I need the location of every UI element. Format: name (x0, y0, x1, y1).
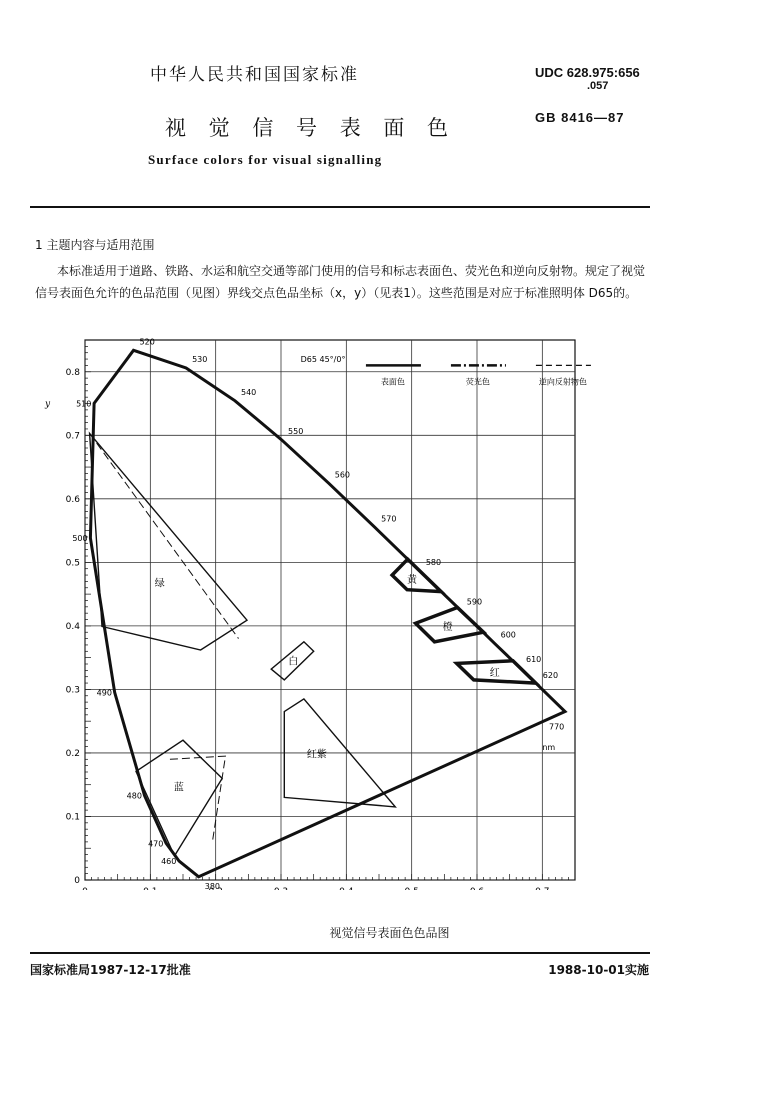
retroreflective-boundary (90, 433, 239, 638)
effective-date: 1988-10-01实施 (548, 963, 649, 977)
region-label: 红 (489, 667, 500, 679)
wavelength-label: 570 (381, 514, 397, 524)
legend-label: 荧光色 (465, 377, 490, 387)
wavelength-label: 580 (425, 557, 442, 567)
chromaticity-svg (40, 330, 600, 890)
wavelength-label: 550 (288, 427, 304, 437)
wavelength-label: 480 (126, 791, 142, 801)
udc-code: UDC 628.975:656 (535, 65, 640, 80)
region-label: 红紫 (306, 749, 327, 761)
y-tick-label: 0.2 (65, 748, 80, 759)
x-tick-label (405, 887, 419, 890)
gb-code: GB 8416—87 (535, 110, 625, 125)
wavelength-label: 520 (139, 337, 155, 347)
wavelength-label: 600 (500, 630, 516, 640)
y-tick-label: 0.4 (65, 621, 80, 632)
wavelength-label: 590 (466, 597, 483, 607)
y-tick-label: 0.5 (65, 558, 80, 569)
chromaticity-diagram (40, 330, 600, 890)
legend-label: 表面色 (380, 377, 405, 387)
wavelength-label: 620 (542, 671, 559, 681)
region-label: 蓝 (173, 782, 184, 794)
wavelength-unit: nm (542, 742, 556, 752)
x-tick-label (274, 887, 288, 890)
section-paragraph: 本标准适用于道路、铁路、水运和航空交通等部门使用的信号和标志表面色、荧光色和逆向反射物。规定了视觉信号表面色允许的色品范围（见图）界线交点色品坐标（x，y）（见表1）。这些范围是对应于标准照明体 D65的。 (35, 264, 646, 300)
standard-title: 中华人民共和国国家标准 (150, 65, 359, 85)
wavelength-label: 490 (96, 688, 112, 698)
wavelength-label: 380 (204, 881, 221, 890)
wavelength-label: 460 (161, 857, 177, 867)
x-tick-label (143, 887, 157, 890)
figure-caption: 视觉信号表面色色品图 (329, 926, 450, 940)
spectral-locus (90, 350, 565, 877)
wavelength-label: 560 (334, 470, 351, 480)
x-tick-label (470, 887, 485, 890)
wavelength-label: 530 (192, 355, 208, 365)
region-label: 橙 (442, 622, 453, 634)
wavelength-label: 540 (241, 387, 257, 397)
x-tick-label (82, 887, 88, 890)
y-tick-label: 0.6 (65, 494, 80, 505)
wavelength-label: 610 (525, 654, 542, 664)
wavelength-label: 770 (549, 722, 565, 732)
retroreflective-boundary (170, 756, 226, 842)
y-tick-label: 0.8 (65, 367, 80, 378)
illuminant-label: D65 45°/0° (300, 355, 346, 365)
document-title-en: Surface colors for visual signalling (148, 152, 383, 167)
plot-frame (85, 340, 575, 880)
y-axis-label: y (45, 399, 51, 410)
wavelength-label: 500 (72, 533, 88, 543)
region-label: 绿 (154, 578, 165, 590)
wavelength-label: 510 (76, 399, 92, 409)
document-title: 视 觉 信 号 表 面 色 (165, 116, 457, 140)
y-tick-label: 0.3 (65, 685, 80, 696)
legend-label: 逆向反射物色 (538, 377, 587, 387)
x-tick-label (339, 887, 354, 890)
approval-date: 国家标准局1987-12-17批准 (30, 963, 191, 977)
region-label: 黄 (406, 574, 417, 586)
footer-rule (30, 952, 650, 954)
y-tick-label: 0.7 (65, 431, 80, 442)
x-tick-label (535, 887, 549, 890)
wavelength-label: 470 (148, 839, 164, 849)
region-label: 白 (288, 656, 299, 668)
y-tick-label: 0 (74, 876, 80, 886)
header-rule (30, 206, 650, 208)
udc-code-cont: .057 (587, 80, 609, 92)
section-heading: 1 主题内容与适用范围 (35, 238, 155, 252)
y-tick-label: 0.1 (65, 812, 80, 823)
